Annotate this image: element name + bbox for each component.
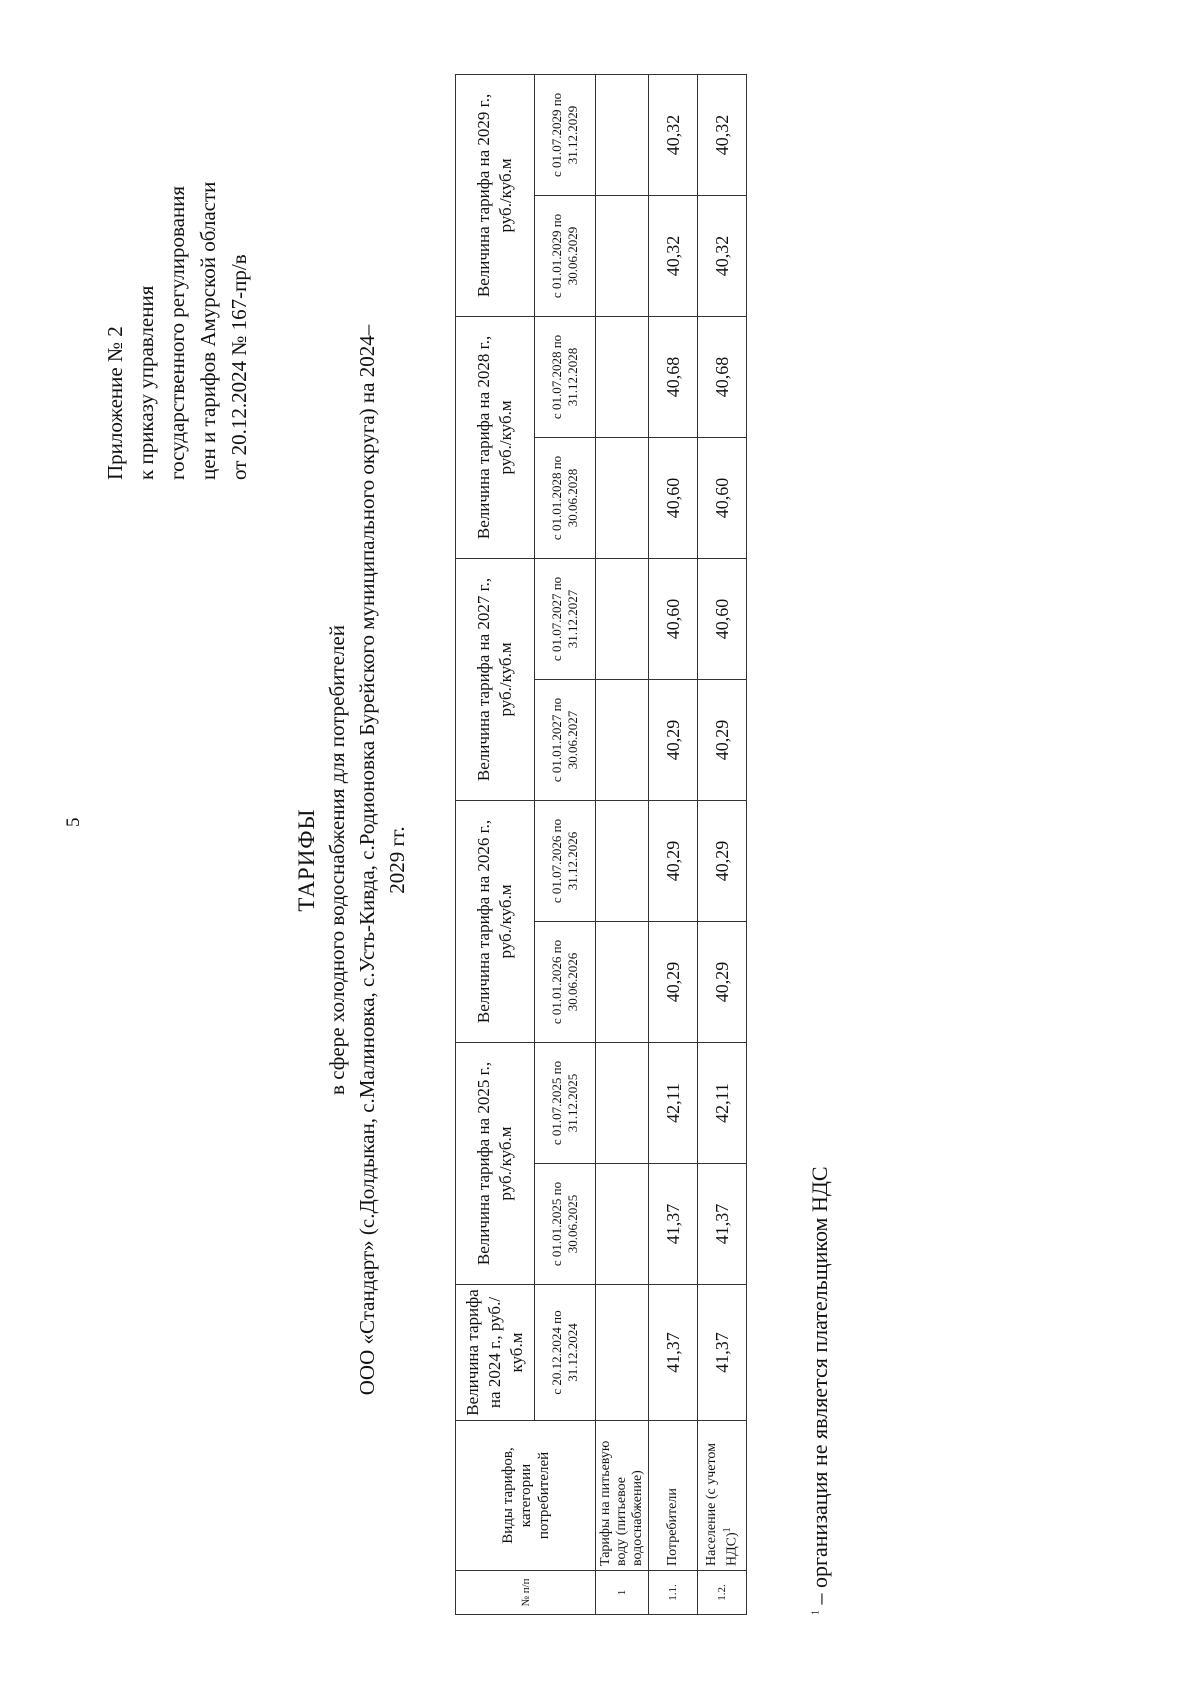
tariff-value: 40,29 — [649, 679, 698, 800]
tariff-value: 40,32 — [698, 74, 747, 195]
tariff-value: 40,60 — [698, 558, 747, 679]
tariff-value: 40,32 — [649, 195, 698, 316]
tariff-value: 40,60 — [649, 558, 698, 679]
table-cell — [596, 800, 649, 921]
footnote-text: – организация не является плательщиком НДС — [807, 1166, 832, 1610]
footnote — [807, 1166, 833, 1615]
tariff-value: 41,37 — [649, 1164, 698, 1285]
period-cell: с 01.01.2027 по 30.06.2027 — [535, 679, 596, 800]
tariff-value: 40,29 — [649, 921, 698, 1042]
tariff-value: 40,60 — [649, 437, 698, 558]
table-cell — [596, 1164, 649, 1285]
table-cell — [596, 316, 649, 437]
title-line: 2029 гг. — [385, 826, 409, 894]
tariff-value: 41,37 — [698, 1164, 747, 1285]
table-cell — [596, 679, 649, 800]
header-year-2029: Величина тарифа на 2029 г., руб./куб.м — [456, 74, 535, 316]
header-year-2027: Величина тарифа на 2027 г., руб./куб.м — [456, 558, 535, 800]
tariff-value: 40,29 — [698, 679, 747, 800]
page-number: 5 — [63, 817, 84, 827]
table-row — [649, 74, 698, 1614]
table-cell — [596, 437, 649, 558]
period-cell: с 01.01.2026 по 30.06.2026 — [535, 921, 596, 1042]
tariff-value: 40,29 — [698, 921, 747, 1042]
header-tariff-type: Виды тарифов, категории потребителей — [456, 1421, 596, 1571]
table-row — [698, 74, 747, 1614]
row-label-text: Население (с учетом НДС) — [703, 1443, 740, 1566]
header-year-2026: Величина тарифа на 2026 г., руб./куб.м — [456, 800, 535, 1042]
tariff-value: 40,68 — [649, 316, 698, 437]
title-line: в сфере холодного водоснабжения для потребителей — [325, 625, 349, 1095]
tariff-value: 40,60 — [698, 437, 747, 558]
appendix-line: цен и тарифов Амурской области — [196, 181, 220, 480]
tariff-value: 42,11 — [649, 1042, 698, 1163]
document-title — [292, 80, 412, 1640]
period-cell: с 01.07.2025 по 31.12.2025 — [535, 1042, 596, 1163]
section-label: Тарифы на питьевую воду (питьевое водоснабжение) — [596, 1421, 649, 1571]
tariff-value: 40,32 — [649, 74, 698, 195]
section-num: 1 — [596, 1571, 649, 1615]
table-period-row — [535, 74, 596, 1614]
table-cell — [596, 74, 649, 195]
tariff-value: 40,68 — [698, 316, 747, 437]
tariff-value: 40,29 — [649, 800, 698, 921]
appendix-line: Приложение № 2 — [103, 326, 127, 480]
table-cell — [596, 1285, 649, 1421]
rotated-page-content — [80, 80, 1180, 1640]
tariff-table — [455, 74, 747, 1615]
row-num: 1.1. — [649, 1571, 698, 1615]
tariff-value: 41,37 — [649, 1285, 698, 1421]
appendix-line: к приказу управления — [134, 285, 158, 480]
row-num: 1.2. — [698, 1571, 747, 1615]
period-cell: с 01.01.2028 по 30.06.2028 — [535, 437, 596, 558]
tariff-value: 40,29 — [698, 800, 747, 921]
period-cell: с 01.07.2029 по 31.12.2029 — [535, 74, 596, 195]
footnote-ref: 1 — [721, 1527, 733, 1533]
header-year-2028: Величина тарифа на 2028 г., руб./куб.м — [456, 316, 535, 558]
appendix-line: государственного регулирования — [165, 185, 189, 480]
header-year-2025: Величина тарифа на 2025 г., руб./куб.м — [456, 1042, 535, 1284]
period-cell: с 01.07.2028 по 31.12.2028 — [535, 316, 596, 437]
period-cell: с 01.07.2027 по 31.12.2027 — [535, 558, 596, 679]
table-section-row — [596, 74, 649, 1614]
footnote-marker: 1 — [810, 1610, 822, 1615]
title-main: ТАРИФЫ — [294, 808, 319, 912]
tariff-value: 41,37 — [698, 1285, 747, 1421]
period-cell: с 01.01.2025 по 30.06.2025 — [535, 1164, 596, 1285]
row-label: Потребители — [649, 1421, 698, 1571]
appendix-header — [100, 100, 255, 480]
tariff-value: 40,32 — [698, 195, 747, 316]
title-line: ООО «Стандарт» (с.Долдыкан, с.Малиновка, с.Усть-Кивда, с.Родионовка Бурейского муниципального округа) на 2024– — [355, 324, 379, 1396]
table-cell — [596, 558, 649, 679]
row-label — [698, 1421, 747, 1571]
period-cell: с 20.12.2024 по 31.12.2024 — [535, 1285, 596, 1421]
table-cell — [596, 921, 649, 1042]
table-header-row — [456, 74, 535, 1614]
header-num: № п/п — [456, 1571, 596, 1615]
appendix-line: от 20.12.2024 № 167-пр/в — [227, 254, 251, 480]
table-cell — [596, 1042, 649, 1163]
period-cell: с 01.01.2029 по 30.06.2029 — [535, 195, 596, 316]
header-year-2024: Величина тарифа на 2024 г., руб./куб.м — [456, 1285, 535, 1421]
table-cell — [596, 195, 649, 316]
period-cell: с 01.07.2026 по 31.12.2026 — [535, 800, 596, 921]
tariff-value: 42,11 — [698, 1042, 747, 1163]
